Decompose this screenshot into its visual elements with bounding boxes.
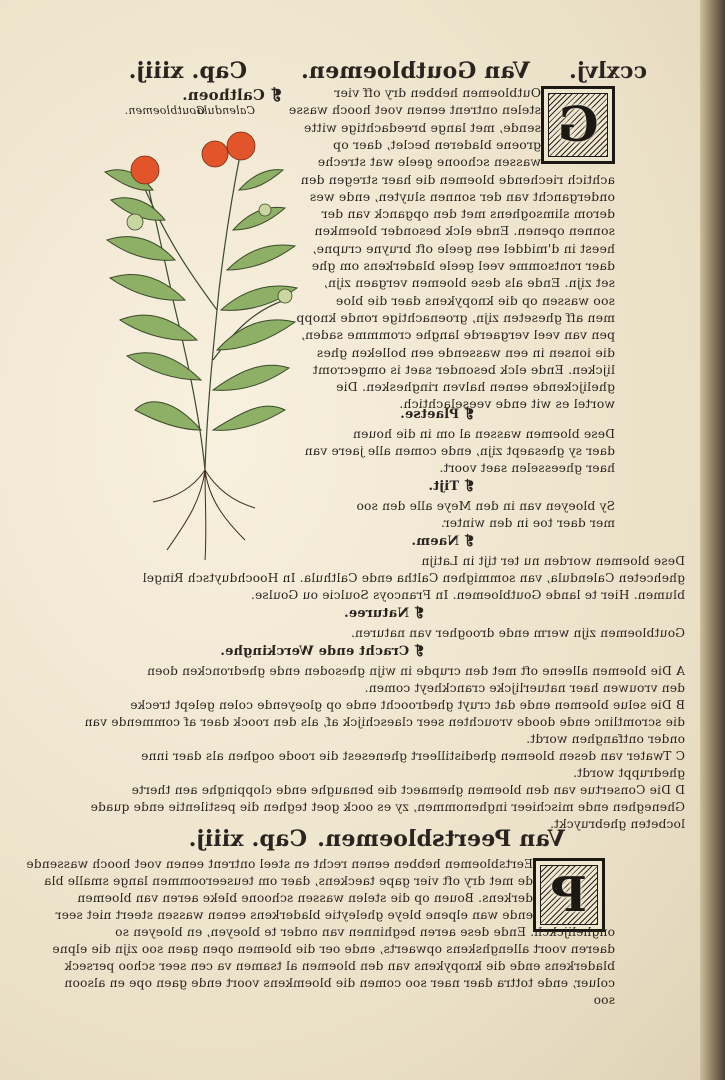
- figure-caption-sub: Goutbloemen.: [124, 104, 205, 117]
- intro-line: de met dry oft vier gape taeckens, daer om teuseeroommen lange smalle bla: [43, 874, 533, 888]
- section-line: daer sy ghesaept zijn, ende comen alle jaere van: [304, 444, 615, 458]
- intro-line: daer rontsomme veel geele bladerkens om ghe: [311, 258, 615, 273]
- chapter-number: Cap. xiiij.: [128, 58, 247, 84]
- intro-line: wortel es wit ende veeselachtich.: [399, 396, 615, 412]
- chapter2-number: Cap. xiiij.: [188, 826, 307, 852]
- pilcrow-icon: ❡: [409, 644, 425, 659]
- intro-line: derom slimsoghens met den opganck van der: [321, 206, 615, 222]
- section-heading-text: Naem.: [411, 534, 460, 549]
- section-line: blumen. Hier te lande Goutbloemen. In Francoys Soulcie ou Goulse.: [250, 588, 685, 602]
- pilcrow-icon: ❡: [459, 534, 475, 549]
- figure-latin-name: Calendula.: [193, 104, 255, 117]
- intro-line: sonnen openen. Ende elck besonder bloemken: [314, 223, 615, 239]
- page-folio: ccxlvj.: [568, 58, 647, 84]
- section-line: den vrouwen haer natuerlijcke cranckheyt comen.: [364, 681, 685, 695]
- figure-caption-main: [182, 86, 283, 104]
- intro-line: derkens. Bouen op die stelen wassen schoone bleke aeren van bloemen: [77, 891, 533, 905]
- intro-line: die ionsen in een wassende een bolleken ghes: [316, 344, 615, 360]
- section-line: Goutbloemen zijn werm ende droogher van naturen.: [350, 626, 685, 640]
- section-line: Gheneghen ende mischieer inghenommen, zy es oock goet teghen die pestilentie ende quade: [90, 800, 685, 814]
- intro-line: ende wan elpene bleye gheleytie bladerkens eenen wassen steert niet seer: [55, 908, 533, 922]
- intro-line: lijcken. Ende elck besonder saet is omgecromt: [312, 361, 615, 377]
- intro-line: sende, met lange breedachtige witte: [303, 119, 541, 135]
- intro-line: men aff gheseten zijn, groenachtige ronde knopp: [296, 309, 615, 325]
- intro-line: daeren voort allenghskens opwaerts, ende oer die bloemen open gaen soo zijn die elpne: [52, 942, 615, 956]
- section-line: D Die Consertue van den bloemen ghemaect die benaughe ende cloppinghe aen therte: [131, 783, 685, 797]
- section-line: die scromtlinc ende doode vrouchten seer claeschijck af, als den roock daer af commende van: [84, 715, 685, 729]
- intro-line: soo: [593, 993, 615, 1007]
- intro-line: onghelijckch. Ende dese aeren beghinnen van onder te bloeyen, en bloeyen so: [115, 925, 615, 939]
- pilcrow-icon: ❡: [459, 407, 475, 422]
- intro-line: soo wassen op die knopykens daer die bloe: [335, 292, 615, 308]
- intro-line: pen van veel vergaerde langhe crommme saden,: [300, 327, 615, 343]
- section-line: Dese bloemen worden nu ter tijt in Latijn: [421, 554, 685, 568]
- section-line: B Die selue bloemen ende dat cruyt ghedroocht ende op gloeyende colen gelept trecke: [130, 698, 685, 712]
- intro-line: Eertsbloemen hebben eenen recht en steel ontrent eenen voet hooch wassende: [26, 857, 533, 871]
- initial-letter-p: P: [550, 867, 588, 923]
- calendula-woodcut-illustration: [65, 110, 325, 570]
- section-heading-text: Naturee.: [343, 606, 410, 621]
- section-heading-text: Cracht ende Werckinghe.: [220, 644, 410, 659]
- intro-line: ondergancht van der sonnen sluyten, ende wes: [309, 188, 615, 204]
- section-heading-text: Plaetse.: [400, 407, 460, 422]
- intro-line: heest in d'middel een geele oft bruyne crupne,: [312, 240, 615, 256]
- chapter-title: Van Goutbloemen.: [300, 58, 530, 84]
- section-line: locbeten ghebruyckt.: [549, 817, 685, 831]
- section-heading: [344, 606, 425, 621]
- chapter2-title: Van Peertsbloemen.: [317, 826, 565, 852]
- section-line: haer gheesselen saet voort.: [439, 461, 615, 475]
- section-heading: [400, 407, 475, 422]
- intro-line: stelen ontrent eenen voet hooch wasse: [288, 102, 541, 118]
- intro-line: coluer, ende tottra daer naer soo comen die bloemkens voort ende gaen ope en alsoon: [64, 976, 615, 990]
- intro-line: ghelijckende eenen halven ringhesken. Die: [335, 379, 615, 395]
- section-heading-text: Tijt.: [428, 479, 460, 494]
- section-heading: [220, 644, 425, 659]
- section-heading: [428, 479, 475, 494]
- section-line: onder ontfanghen wordt.: [526, 732, 685, 746]
- section-line: C Twater van desen bloemen ghedistilleert ghenesest die roode ooghen als daer inne: [141, 749, 685, 763]
- figure-caption-main-text: Calthoen.: [182, 86, 265, 104]
- intro-line: wassen schoone geele wat streche: [317, 154, 541, 170]
- section-line: Sy bloeyen van in den Meye alle den soo: [356, 499, 615, 513]
- pilcrow-icon: ❡: [409, 606, 425, 621]
- intro-line: achtich riechende bloemen die haer stregen den: [300, 171, 615, 187]
- initial-letter-g: G: [557, 97, 599, 153]
- intro-line: Outbloemen hebben dry off vier: [334, 85, 541, 100]
- section-line: Dese bloemen wassen al om in die houen: [352, 427, 615, 441]
- section-line: A Die bloemen alleene oft met den crupde in wijn ghesoden ende ghedroncken doen: [146, 664, 685, 678]
- woodcut-initial-p: [533, 858, 605, 932]
- intro-line: set zijn. Ende als dese bloemen vergaen zijn,: [323, 275, 615, 291]
- section-line: ghehceten Calendula, van sommighen Caltha ende Calthula. In Hoochduytsch Ringel: [142, 571, 685, 585]
- section-line: mer daer toe in den winter.: [440, 516, 615, 530]
- section-line: ghedruppt wordt.: [572, 766, 685, 780]
- pilcrow-icon: ❡: [459, 479, 475, 494]
- pilcrow-icon: ❡: [270, 86, 283, 104]
- woodcut-initial-g: [541, 86, 615, 164]
- section-heading: [411, 534, 475, 549]
- intro-line: groene bladeren beclet, daer op: [332, 136, 541, 152]
- intro-line: bladerkens ende die knopykens van den bloemen al tsamen va cen seer schoo perseck: [64, 959, 615, 973]
